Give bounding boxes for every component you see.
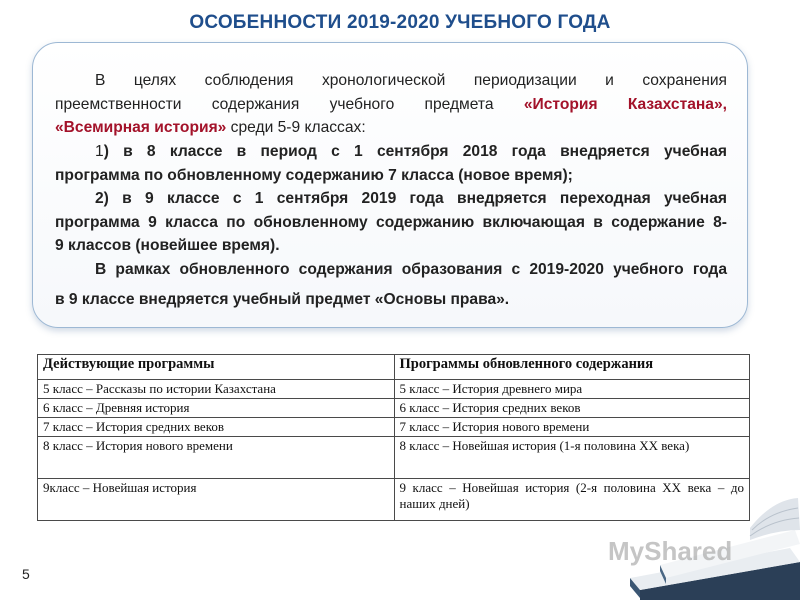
item-2-line-1: 2) в 9 классе с 1 сентября 2019 года внедряется переходная учебная <box>95 190 727 207</box>
item-3 <box>55 258 727 311</box>
intro-line-3: «Всемирная история» среди 5-9 классах: <box>55 119 366 137</box>
table-cell: 5 класс – История древнего мира <box>394 380 750 399</box>
header-updated-programs: Программы обновленного содержания <box>394 355 750 380</box>
item-3-line-2: в 9 классе внедряется учебный предмет «Основы права». <box>55 290 510 308</box>
table-cell: 5 класс – Рассказы по истории Казахстана <box>38 380 395 399</box>
table-cell: 6 класс – Древняя история <box>38 399 395 418</box>
table-cell: 7 класс – История нового времени <box>394 418 750 437</box>
intro-paragraph <box>55 69 727 140</box>
item-2-line-2: программа 9 класса по обновленному содержанию включающая в содержание 8- <box>55 213 727 231</box>
table-cell: 6 класс – История средних веков <box>394 399 750 418</box>
item-2 <box>55 187 727 258</box>
item-1-line-1: 1) в 8 классе в период с 1 сентября 2018 года внедряется учебная <box>95 143 727 160</box>
item-2-line-3: 9 классов (новейшее время). <box>55 237 280 255</box>
item-1 <box>55 140 727 187</box>
table-cell: 7 класс – История средних веков <box>38 418 395 437</box>
page-number: 5 <box>22 566 30 582</box>
table-cell: 8 класс – История нового времени <box>38 437 395 479</box>
intro-line-2: преемственности содержания учебного предмета «История Казахстана», <box>55 95 727 113</box>
intro-line-1: В целях соблюдения хронологической периодизации и сохранения <box>95 72 727 89</box>
item-3-line-1: В рамках обновленного содержания образования с 2019-2020 учебного года <box>95 261 727 278</box>
table-row <box>38 380 750 399</box>
table-header-row <box>38 355 750 380</box>
table-row <box>38 418 750 437</box>
header-current-programs: Действующие программы <box>38 355 395 380</box>
page-title: ОСОБЕННОСТИ 2019-2020 УЧЕБНОГО ГОДА <box>189 12 611 33</box>
watermark: MyShared <box>608 536 733 566</box>
table-row <box>38 399 750 418</box>
table-cell: 9 класс – Новейшая история (2-я половина XX века – до наших дней) <box>394 479 750 521</box>
books-illustration <box>600 470 800 600</box>
table-cell: 9класс – Новейшая история <box>38 479 395 521</box>
item-1-line-2: программа по обновленному содержанию 7 класса (новое время); <box>55 166 573 184</box>
table-cell: 8 класс – Новейшая история (1-я половина XX века) <box>394 437 750 479</box>
